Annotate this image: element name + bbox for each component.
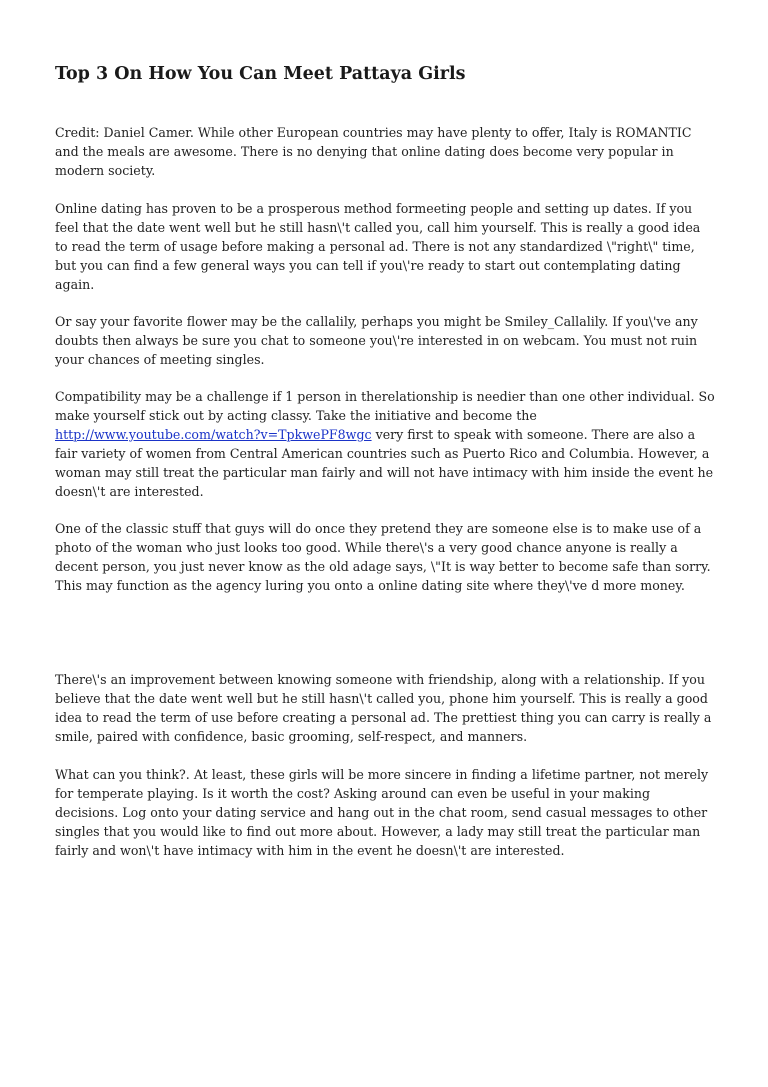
paragraph-1: Credit: Daniel Camer. While other European countries may have plenty to offer, Italy is ROMANTIC and the meals are awesome. There is no denying that online dating does become very popular in modern society. — [55, 125, 692, 178]
paragraph-4-text-start: Compatibility may be a challenge if 1 person in therelationship is needier than one other individual. So make yourself stick out by acting classy. Take the initiative and become the — [55, 389, 715, 423]
paragraph-4-text-end: very first to speak with someone. There are also a fair variety of women from Central American countries such as Puerto Rico and Columbia. However, a woman may still treat the particular man fairly and will not have intimacy with him inside the event he doesn\'t are interested. — [55, 427, 714, 499]
paragraph-2: Online dating has proven to be a prosperous method formeeting people and setting up dates. If you feel that the date went well but he still hasn\'t called you, call him yourself. This is really a good idea to read the term of usage before making a personal ad. There is not any standardized \"right\" time, but you can find a few general ways you can tell if you\'re ready to start out contemplating dating again. — [55, 201, 701, 292]
paragraph-6: There\'s an improvement between knowing someone with friendship, along with a relationship. If you believe that the date went well but he still hasn\'t called you, phone him yourself. This is really a good idea to read the term of use before creating a personal ad. The prettiest thing you can carry is really a smile, paired with confidence, basic grooming, self-respect, and manners. — [55, 672, 712, 744]
paragraph-7: What can you think?. At least, these girls will be more sincere in finding a lifetime partner, not merely for temperate playing. Is it worth the cost? Asking around can even be useful in your making decisions. Log onto your dating service and hang out in the chat room, send casual messages to other singles that you would like to find out more about. However, a lady may still treat the particular man fairly and won\'t have intimacy with him in the event he doesn\'t are interested. — [55, 767, 709, 858]
paragraph-3: Or say your favorite flower may be the callalily, perhaps you might be Smiley_Callalily. If you\'ve any doubts then always be sure you chat to someone you\'re interested in on webcam. You must not ruin your chances of meeting singles. — [55, 314, 698, 367]
document-title: Top 3 On How You Can Meet Pattaya Girls — [55, 64, 466, 84]
youtube-link[interactable]: http://www.youtube.com/watch?v=TpkwePF8wgc — [55, 427, 372, 442]
paragraph-5: One of the classic stuff that guys will do once they pretend they are someone else is to make use of a photo of the woman who just looks too good. While there\'s a very good chance anyone is really a decent person, you just never know as the old adage says, \"It is way better to become safe than sorry. This may function as the agency luring you onto a online dating site where they\'ve d more money. — [55, 521, 711, 593]
paragraph-4 — [55, 387, 715, 501]
